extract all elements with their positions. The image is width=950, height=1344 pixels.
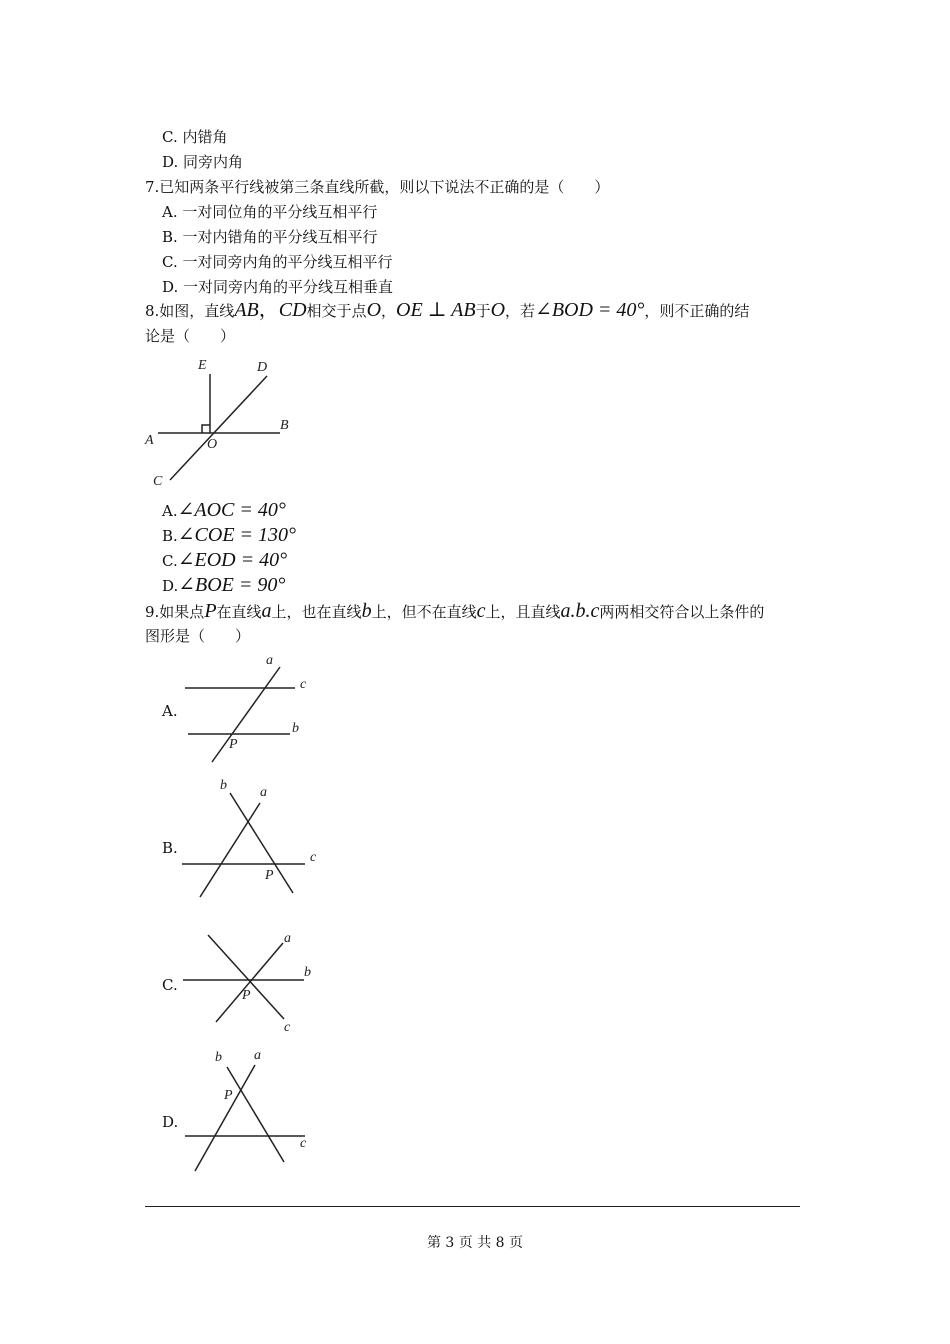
q8-figure — [140, 352, 310, 492]
q8-label-e: E — [198, 358, 207, 373]
q9-point-p: P — [204, 600, 217, 622]
q8-right-angle-mark — [202, 425, 210, 433]
q9b-line-b — [230, 793, 293, 893]
q8-label-d: D — [257, 360, 268, 375]
q9d-label-b: b — [215, 1050, 222, 1065]
q9c-label-c: c — [284, 1020, 291, 1035]
q9-stem-text-3: 上，也在直线 — [271, 603, 362, 621]
q9-line-b: b — [361, 600, 372, 622]
q8-option-d-math: ∠BOE = 90° — [178, 574, 286, 596]
q9d-label-a: a — [254, 1048, 261, 1063]
q9b-label-p: P — [265, 868, 274, 883]
q8-option-c-math: ∠EOD = 40° — [177, 549, 288, 571]
q9-figure-c — [180, 925, 330, 1040]
q8-stem-text-2: 相交于点 — [306, 302, 367, 320]
q8-stem-text-1: 8.如图，直线 — [145, 302, 235, 320]
q8-comma: ， — [381, 302, 397, 320]
q8-option-c-label: C. — [162, 552, 178, 570]
q9c-line-c — [208, 935, 284, 1019]
q9a-label-p: P — [229, 737, 238, 752]
q9d-label-c: c — [300, 1136, 307, 1151]
q8-sep: ， — [258, 299, 279, 321]
q9-option-b-label: B. — [162, 839, 178, 857]
q8-option-c — [162, 550, 287, 571]
q7-option-a: A. 一对同位角的平分线互相平行 — [162, 203, 378, 221]
q8-label-a: A — [145, 433, 154, 448]
q8-stem-text-4: ，若 — [505, 302, 536, 320]
q9c-label-a: a — [284, 931, 291, 946]
q8-line-cd: CD — [278, 299, 307, 321]
q9-stem-text-4: 上，但不在直线 — [371, 603, 477, 621]
q9b-label-b: b — [220, 778, 227, 793]
q8-label-b: B — [280, 418, 289, 433]
q9-stem — [145, 601, 764, 622]
q9-stem-text-2: 在直线 — [216, 603, 262, 621]
q9b-line-a — [200, 803, 260, 897]
q7-stem: 7.已知两条平行线被第三条直线所截，则以下说法不正确的是（ ） — [145, 178, 610, 196]
q9-stem-text-1: 9.如果点 — [145, 603, 205, 621]
q9-stem-text-5: 上，且直线 — [485, 603, 561, 621]
q9-option-d-label: D. — [162, 1113, 179, 1131]
q9a-label-b: b — [292, 721, 299, 736]
q9-figure-a — [180, 650, 320, 765]
q8-option-d — [162, 575, 285, 596]
q6-option-d: D. 同旁内角 — [162, 153, 244, 171]
q9a-line-a — [212, 667, 280, 762]
q9-figure-b — [180, 775, 330, 905]
q9a-label-c: c — [300, 677, 307, 692]
q9-line-c: c — [476, 600, 486, 622]
q9-figure-d — [180, 1045, 330, 1175]
q8-option-a-math: ∠AOC = 40° — [177, 499, 286, 521]
q7-option-b: B. 一对内错角的平分线互相平行 — [162, 228, 378, 246]
q9b-label-a: a — [260, 785, 267, 800]
q9a-label-a: a — [266, 653, 273, 668]
q8-line-ab: AB — [234, 299, 259, 321]
q8-point-o-2: O — [490, 299, 506, 321]
q8-point-o: O — [366, 299, 382, 321]
q9-option-c-label: C. — [162, 976, 178, 994]
q8-stem — [145, 300, 749, 321]
q8-stem-text-3: 于 — [475, 302, 491, 320]
q9c-label-p: P — [242, 988, 251, 1003]
q7-option-c: C. 一对同旁内角的平分线互相平行 — [162, 253, 393, 271]
q9-option-a-label: A. — [162, 702, 178, 720]
q8-angle-bod: ∠BOD = 40° — [535, 299, 645, 321]
q8-line-cd-stroke — [170, 376, 267, 480]
q8-oe-perp-ab: OE ⊥ AB — [396, 299, 476, 321]
q7-option-d: D. 一对同旁内角的平分线互相垂直 — [162, 278, 394, 296]
q8-stem-line2: 论是（ ） — [145, 327, 236, 345]
q8-label-o: O — [207, 437, 218, 452]
q8-option-a-label: A. — [162, 502, 178, 520]
q9d-line-a — [195, 1065, 255, 1171]
q9d-label-p: P — [224, 1088, 233, 1103]
q9-line-a: a — [261, 600, 272, 622]
q9-lines-abc: a.b.c — [560, 600, 600, 622]
page-number: 第 3 页 共 8 页 — [426, 1235, 524, 1251]
q9d-line-b — [227, 1067, 284, 1162]
q8-option-a — [162, 500, 286, 521]
q9-stem-line2: 图形是（ ） — [145, 627, 251, 645]
q8-option-b-label: B. — [162, 527, 178, 545]
q8-option-b-math: ∠COE = 130° — [177, 524, 297, 546]
q8-stem-text-5: ，则不正确的结 — [644, 302, 750, 320]
footer-divider — [145, 1206, 800, 1207]
q6-option-c: C. 内错角 — [162, 128, 228, 146]
q8-option-d-label: D. — [162, 577, 179, 595]
q9-stem-text-6: 两两相交符合以上条件的 — [599, 603, 765, 621]
q8-label-c: C — [153, 474, 163, 489]
q8-option-b — [162, 525, 296, 546]
q9c-label-b: b — [304, 965, 311, 980]
q9b-label-c: c — [310, 850, 317, 865]
